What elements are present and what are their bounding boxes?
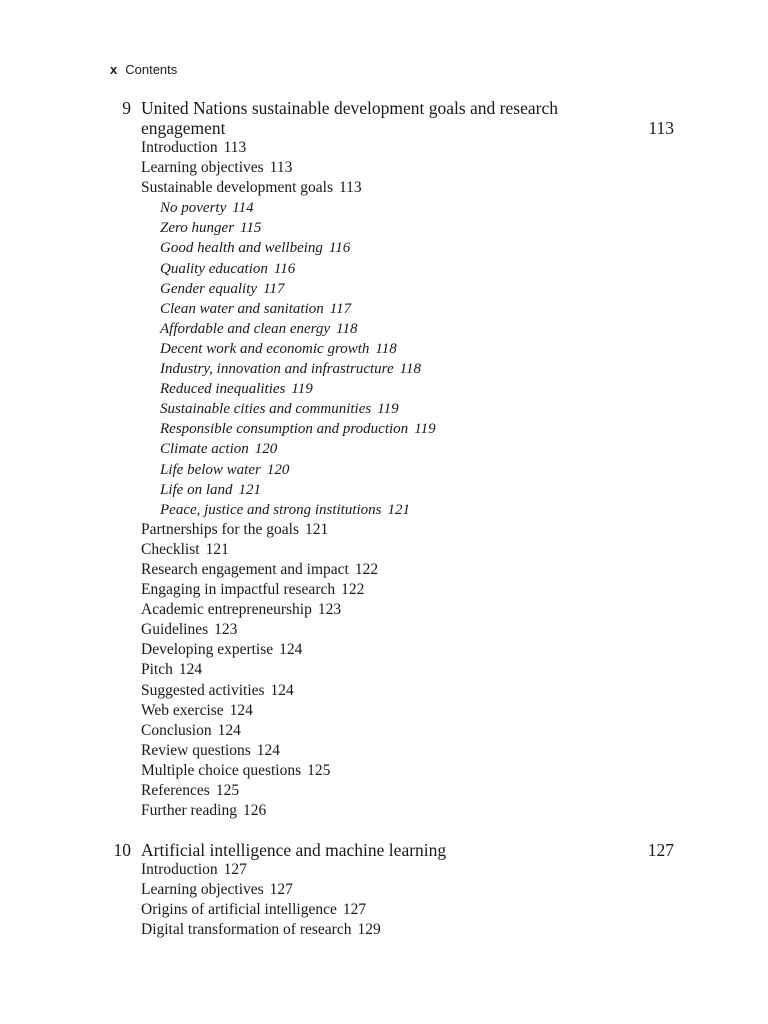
toc-entry-title: Pitch bbox=[141, 661, 173, 679]
toc-entry-title: Review questions bbox=[141, 741, 251, 759]
chapter-number: 10 bbox=[113, 840, 131, 860]
toc-entry-page: 113 bbox=[269, 159, 293, 177]
toc-entry-title: Learning objectives bbox=[141, 881, 264, 899]
toc-entry bbox=[141, 540, 436, 560]
toc-entry-title: Research engagement and impact bbox=[141, 560, 349, 578]
toc-entry bbox=[141, 319, 436, 339]
chapter-title: United Nations sustainable development goals and research engagement bbox=[141, 98, 558, 138]
toc-entry bbox=[141, 138, 436, 158]
toc-entry bbox=[141, 500, 436, 520]
toc-entry-page: 117 bbox=[329, 300, 352, 317]
toc-entry bbox=[141, 580, 436, 600]
toc-entry bbox=[141, 339, 436, 359]
toc-entry bbox=[141, 158, 436, 178]
toc-entry-page: 127 bbox=[342, 901, 367, 919]
toc-entry bbox=[141, 379, 436, 399]
toc-entry bbox=[141, 299, 436, 319]
toc-entry-page: 118 bbox=[336, 320, 358, 337]
toc-entry-page: 123 bbox=[214, 621, 238, 639]
toc-entry-page: 124 bbox=[270, 681, 294, 699]
toc-entry-title: Peace, justice and strong institutions bbox=[160, 501, 382, 518]
toc-entry bbox=[141, 259, 436, 279]
chapter-page: 113 bbox=[648, 118, 674, 138]
toc-entry-title: Partnerships for the goals bbox=[141, 520, 299, 538]
toc-entry-page: 126 bbox=[242, 802, 267, 820]
toc-entry bbox=[141, 900, 381, 920]
toc-entry-page: 118 bbox=[375, 340, 397, 357]
toc-entry bbox=[141, 860, 381, 880]
toc-entry bbox=[141, 741, 436, 761]
toc-entry bbox=[141, 399, 436, 419]
toc-entry-page: 113 bbox=[339, 179, 362, 197]
toc-entry-page: 119 bbox=[414, 421, 436, 438]
toc-entry bbox=[141, 198, 436, 218]
toc-entry-page: 124 bbox=[279, 641, 303, 659]
toc-entry-title: Learning objectives bbox=[141, 159, 264, 177]
toc-entry bbox=[141, 920, 381, 940]
toc-entry-page: 129 bbox=[357, 921, 381, 939]
toc-entry bbox=[141, 781, 436, 801]
toc-entry-title: Multiple choice questions bbox=[141, 761, 302, 779]
toc-entry-page: 122 bbox=[354, 560, 379, 578]
toc-entry-page: 120 bbox=[266, 461, 290, 478]
toc-entry-title: Clean water and sanitation bbox=[160, 300, 324, 317]
toc-entry-page: 118 bbox=[399, 361, 421, 378]
toc-entry-page: 121 bbox=[205, 540, 229, 558]
toc-entry-title: Checklist bbox=[141, 540, 200, 558]
toc-entry-page: 116 bbox=[328, 240, 351, 257]
toc-entry-title: Digital transformation of research bbox=[141, 921, 352, 939]
toc-entry-title: Reduced inequalities bbox=[160, 381, 286, 398]
toc-entry bbox=[141, 218, 436, 238]
toc-entry bbox=[141, 721, 436, 741]
toc-entry-page: 125 bbox=[307, 761, 331, 779]
toc-entry-page: 121 bbox=[238, 481, 262, 498]
toc-entry-title: Academic entrepreneurship bbox=[141, 601, 312, 619]
toc-entry bbox=[141, 520, 436, 540]
toc-entry bbox=[141, 460, 436, 480]
toc-entry-page: 124 bbox=[256, 741, 281, 759]
toc-entry-title: Climate action bbox=[160, 441, 249, 458]
toc-entry-title: Introduction bbox=[141, 139, 218, 156]
toc-entry bbox=[141, 620, 436, 640]
toc-entry-page: 127 bbox=[269, 881, 293, 899]
toc-entry-title: Sustainable cities and communities bbox=[160, 401, 372, 418]
toc-entry bbox=[141, 640, 436, 660]
toc-entry-page: 124 bbox=[217, 721, 241, 739]
chapter-page: 127 bbox=[647, 840, 674, 860]
toc-entry bbox=[141, 880, 381, 900]
toc-entry-title: References bbox=[141, 782, 210, 799]
toc-entry bbox=[141, 660, 436, 680]
toc-entry bbox=[141, 761, 436, 781]
chapter-entries bbox=[141, 138, 436, 821]
toc-entry-title: Engaging in impactful research bbox=[141, 581, 336, 599]
toc-entry bbox=[141, 279, 436, 299]
toc-entry-page: 121 bbox=[304, 520, 329, 538]
toc-entry-page: 125 bbox=[215, 782, 240, 799]
toc-entry bbox=[141, 419, 436, 439]
chapter-entries bbox=[141, 860, 381, 940]
toc-entry-title: Introduction bbox=[141, 861, 218, 878]
toc-entry-title: Good health and wellbeing bbox=[160, 240, 323, 257]
running-head bbox=[110, 62, 177, 78]
toc-entry bbox=[141, 178, 436, 198]
toc-entry-page: 124 bbox=[178, 661, 203, 679]
running-head-title: Contents bbox=[125, 62, 178, 77]
toc-entry-page: 123 bbox=[317, 601, 342, 619]
toc-entry-page: 122 bbox=[341, 581, 365, 599]
toc-entry-page: 115 bbox=[240, 220, 262, 237]
toc-entry-page: 114 bbox=[232, 200, 254, 217]
toc-entry-page: 119 bbox=[291, 381, 313, 398]
toc-entry-title: Suggested activities bbox=[141, 681, 265, 699]
toc-entry-title: Origins of artificial intelligence bbox=[141, 901, 337, 919]
toc-entry-title: Life below water bbox=[160, 461, 261, 478]
toc-entry-page: 121 bbox=[387, 501, 411, 518]
toc-entry-title: Web exercise bbox=[141, 701, 224, 719]
toc-entry bbox=[141, 701, 436, 721]
chapter-title: Artificial intelligence and machine learning bbox=[141, 840, 447, 860]
toc-entry-title: Further reading bbox=[141, 802, 237, 820]
toc-entry-page: 113 bbox=[223, 139, 247, 156]
toc-entry-page: 117 bbox=[263, 280, 285, 297]
toc-entry-title: Zero hunger bbox=[160, 220, 235, 237]
toc-entry bbox=[141, 801, 436, 821]
toc-entry-page: 116 bbox=[273, 260, 296, 277]
toc-entry bbox=[141, 238, 436, 258]
toc-entry-title: Industry, innovation and infrastructure bbox=[160, 361, 394, 378]
toc-entry bbox=[141, 600, 436, 620]
toc-entry-title: Affordable and clean energy bbox=[160, 320, 331, 337]
toc-entry-title: Responsible consumption and production bbox=[160, 421, 409, 438]
toc-entry bbox=[141, 681, 436, 701]
toc-entry-page: 119 bbox=[377, 401, 399, 418]
page-number: x bbox=[110, 62, 118, 77]
toc-entry-title: Conclusion bbox=[141, 721, 212, 739]
toc-entry-title: Life on land bbox=[160, 481, 233, 498]
toc-entry bbox=[141, 560, 436, 580]
toc-entry-title: Gender equality bbox=[160, 280, 258, 297]
chapter-number: 9 bbox=[122, 98, 131, 118]
toc-entry-title: No poverty bbox=[160, 200, 227, 217]
toc-entry-page: 120 bbox=[254, 441, 278, 458]
toc-entry-page: 124 bbox=[229, 701, 253, 719]
toc-entry-title: Quality education bbox=[160, 260, 268, 277]
toc-entry bbox=[141, 359, 436, 379]
toc-entry-title: Sustainable development goals bbox=[141, 179, 333, 197]
toc-entry-title: Developing expertise bbox=[141, 641, 274, 659]
toc-entry-title: Decent work and economic growth bbox=[160, 340, 370, 357]
toc-entry bbox=[141, 439, 436, 459]
toc-entry bbox=[141, 480, 436, 500]
toc-entry-title: Guidelines bbox=[141, 621, 209, 639]
toc-entry-page: 127 bbox=[223, 861, 247, 878]
